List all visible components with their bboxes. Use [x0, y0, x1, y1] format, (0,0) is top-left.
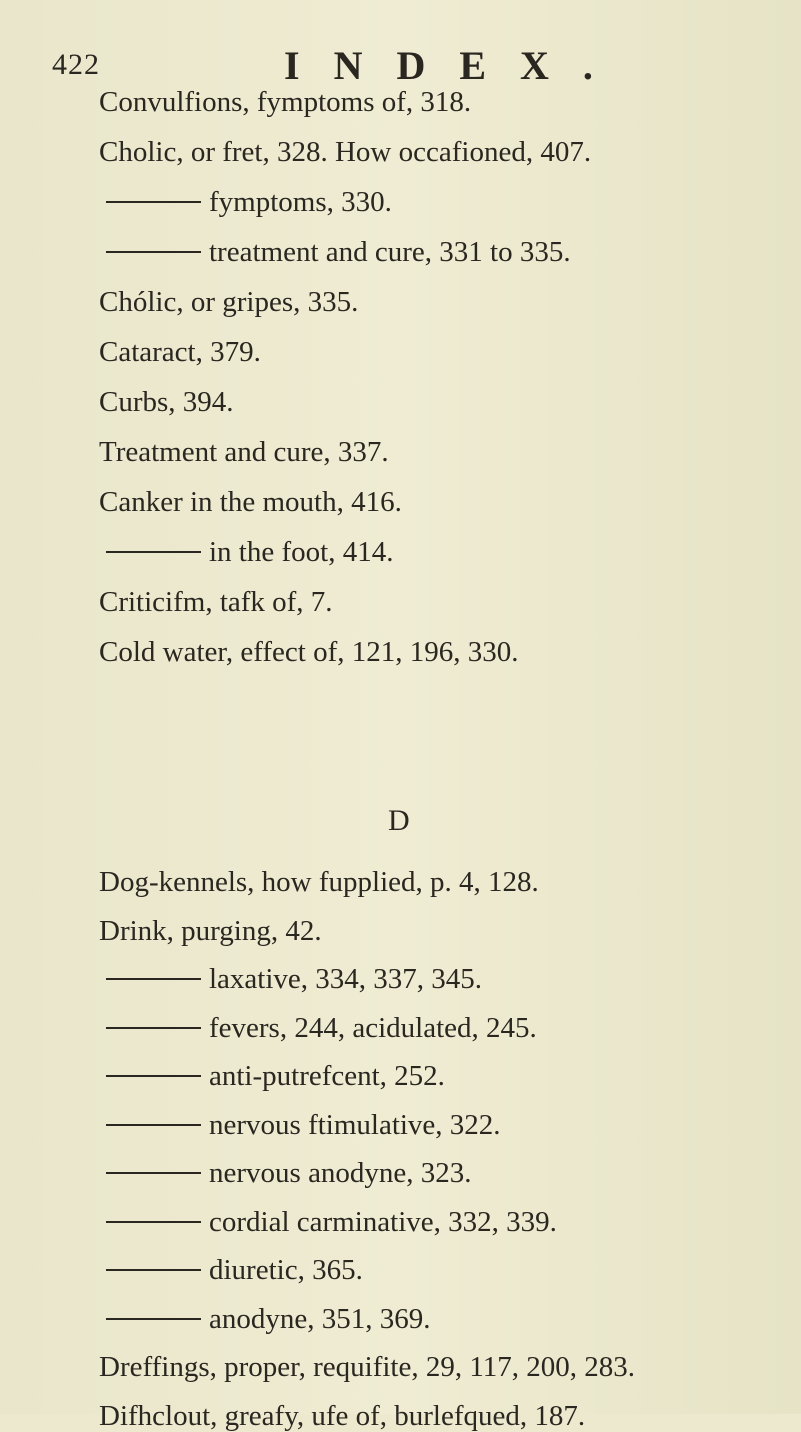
page-header — [52, 42, 772, 92]
index-entry — [99, 88, 471, 117]
index-entry — [99, 914, 322, 947]
section-letter: D — [388, 804, 410, 837]
index-subentry — [106, 1159, 472, 1188]
index-entry — [99, 868, 539, 897]
entry-text: Chólic, or gripes, 335. — [99, 286, 359, 318]
index-entry — [99, 488, 402, 517]
page-number: 422 — [52, 48, 100, 81]
ditto-dash — [106, 1027, 201, 1029]
ditto-dash — [106, 251, 201, 253]
index-subentry — [106, 238, 571, 267]
index-subentry — [106, 1062, 445, 1091]
entry-text: nervous anodyne, 323. — [209, 1157, 472, 1189]
entry-text: Criticifm, tafk of, 7. — [99, 586, 333, 618]
entry-text: in the foot, 414. — [209, 536, 394, 568]
index-subentry — [106, 1256, 363, 1285]
entry-text: anti-putrefcent, 252. — [209, 1060, 445, 1092]
entry-text: Dreffings, proper, requifite, 29, 117, 200, 283. — [99, 1351, 636, 1383]
index-entry — [99, 1399, 586, 1432]
index-subentry — [106, 965, 482, 994]
entry-text: fymptoms, 330. — [209, 186, 392, 218]
entry-text: treatment and cure, 331 to 335. — [209, 236, 571, 268]
entry-text: Cataract, 379. — [99, 336, 261, 368]
entry-text: Cholic, or fret, 328. How occafioned, 407. — [99, 136, 592, 168]
ditto-dash — [106, 201, 201, 203]
index-entry — [99, 388, 234, 417]
entry-text: Difhclout, greafy, ufe of, burlefqued, 187. — [99, 1399, 586, 1432]
ditto-dash — [106, 1075, 201, 1077]
ditto-dash — [106, 551, 201, 553]
ditto-dash — [106, 1172, 201, 1174]
entry-text: laxative, 334, 337, 345. — [209, 963, 483, 995]
index-subentry — [106, 538, 393, 567]
entry-text: Dog-kennels, how fupplied, p. 4, 128. — [99, 866, 539, 898]
index-entry — [99, 338, 261, 367]
entry-text: diuretic, 365. — [209, 1254, 363, 1286]
index-subentry — [106, 1011, 537, 1044]
entry-text: Drink, purging, 42. — [99, 914, 322, 947]
entry-text: Curbs, 394. — [99, 386, 234, 418]
running-head: INDEX. — [284, 43, 627, 88]
ditto-dash — [106, 978, 201, 980]
entry-text: Convulfions, fymptoms of, 318. — [99, 86, 472, 118]
index-subentry — [106, 1108, 501, 1141]
entry-text: nervous ftimulative, 322. — [209, 1108, 501, 1141]
index-entry — [99, 438, 389, 467]
index-entry — [99, 588, 333, 617]
index-subentry — [106, 1302, 431, 1335]
entry-text: fevers, 244, acidulated, 245. — [209, 1011, 537, 1044]
index-subentry — [106, 188, 392, 217]
entry-text: Canker in the mouth, 416. — [99, 486, 402, 518]
ditto-dash — [106, 1269, 201, 1271]
index-entry — [99, 1353, 635, 1382]
index-entry — [99, 288, 358, 317]
entry-text: anodyne, 351, 369. — [209, 1302, 431, 1335]
ditto-dash — [106, 1318, 201, 1320]
index-entry — [99, 638, 519, 667]
ditto-dash — [106, 1124, 201, 1126]
index-entry — [99, 138, 591, 167]
entry-text: cordial carminative, 332, 339. — [209, 1205, 557, 1238]
index-subentry — [106, 1205, 557, 1238]
entry-text: Cold water, effect of, 121, 196, 330. — [99, 636, 519, 668]
entry-text: Treatment and cure, 337. — [99, 436, 389, 468]
ditto-dash — [106, 1221, 201, 1223]
